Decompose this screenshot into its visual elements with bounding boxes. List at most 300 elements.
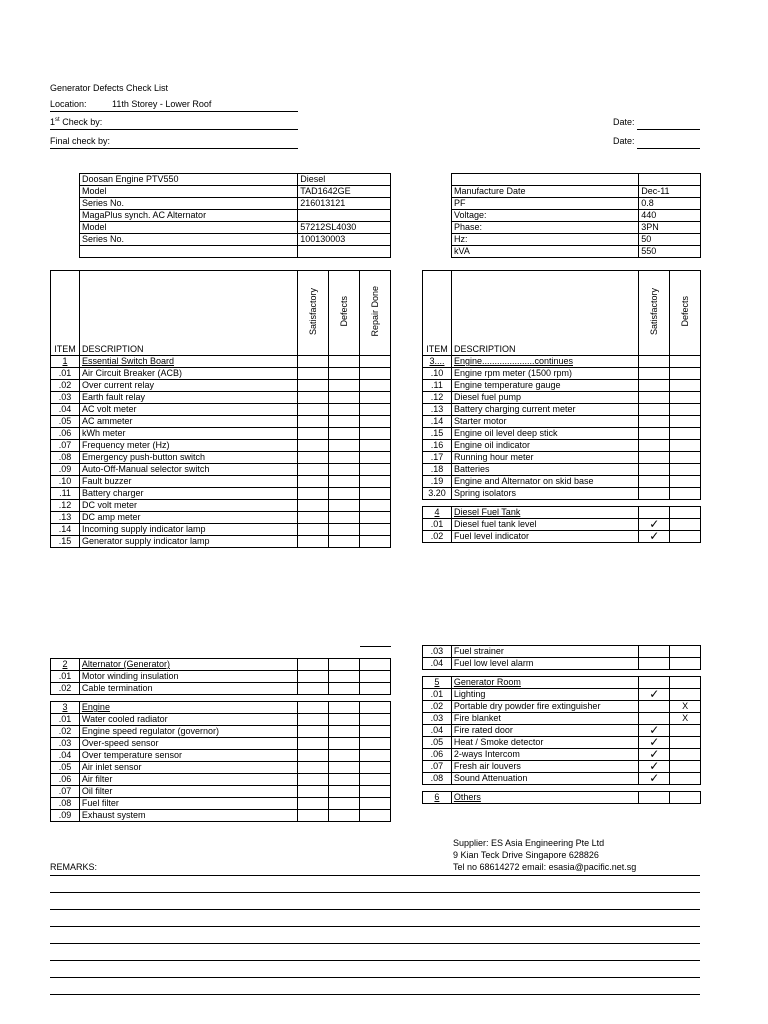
satisfactory-cell[interactable] [639,713,670,725]
satisfactory-cell[interactable] [298,702,329,714]
remarks-line[interactable] [50,960,700,961]
repair-done-cell[interactable] [360,798,391,810]
satisfactory-cell[interactable] [639,646,670,658]
satisfactory-cell[interactable] [298,798,329,810]
repair-done-cell[interactable] [360,452,391,464]
section-title: Generator Room [451,677,639,689]
repair-done-cell[interactable] [360,512,391,524]
remarks-line[interactable] [50,977,700,978]
item-number: .01 [423,689,452,701]
item-description: Engine rpm meter (1500 rpm) [451,368,638,380]
info-value: TAD1642GE [298,186,391,198]
info-value: 3PN [639,222,701,234]
item-number: .04 [423,658,452,670]
satisfactory-cell[interactable] [639,507,670,519]
checklist-row [51,810,391,822]
repair-done-cell[interactable] [360,500,391,512]
defects-cell[interactable] [670,792,701,804]
defects-cell[interactable] [329,774,360,786]
satisfactory-cell[interactable] [298,356,329,368]
info-label: Model [80,222,298,234]
checklist-row [423,488,701,500]
checklist-row [423,416,701,428]
repair-done-cell[interactable] [360,810,391,822]
defects-cell[interactable] [670,356,701,368]
item-description: Exhaust system [79,810,298,822]
spacer-row [423,670,701,677]
item-number: .03 [51,392,80,404]
satisfactory-cell[interactable] [298,659,329,671]
item-description: AC ammeter [79,416,297,428]
item-number: .13 [423,404,452,416]
checklist-row [51,762,391,774]
item-number: .01 [51,368,80,380]
item-number: .15 [51,536,80,548]
remarks-line[interactable] [50,909,700,910]
info-value [298,246,391,258]
satisfactory-cell[interactable] [298,810,329,822]
info-label: Hz: [452,234,639,246]
item-description: DC volt meter [79,500,297,512]
checklist-row [51,476,391,488]
section-heading-row [423,356,701,368]
remarks-line[interactable] [50,943,700,944]
checklist-row [423,737,701,749]
satisfactory-cell[interactable] [639,792,670,804]
item-number: .14 [423,416,452,428]
checklist-row [423,380,701,392]
item-number: .15 [423,428,452,440]
defects-cell[interactable] [670,464,701,476]
section-heading-row [423,792,701,804]
satisfactory-cell[interactable] [298,774,329,786]
info-label: Doosan Engine PTV550 [80,174,298,186]
item-description: Fuel filter [79,798,298,810]
defects-cell[interactable] [670,428,701,440]
satisfactory-cell[interactable] [298,380,329,392]
checklist-row [423,701,701,713]
checklist-row [51,524,391,536]
defects-cell[interactable] [329,683,360,695]
info-label: kVA [452,246,639,258]
item-number: .08 [51,452,80,464]
repair-done-cell[interactable] [360,380,391,392]
info-value: 550 [639,246,701,258]
item-description: Engine temperature gauge [451,380,638,392]
item-description: Emergency push-button switch [79,452,297,464]
item-number: .05 [423,737,452,749]
info-row [80,198,391,210]
satisfactory-cell[interactable] [639,658,670,670]
defects-cell[interactable] [670,404,701,416]
remarks-line[interactable] [50,994,700,995]
satisfactory-cell[interactable] [639,380,670,392]
checklist-row [423,749,701,761]
defects-cell[interactable] [329,810,360,822]
satisfactory-cell[interactable] [298,750,329,762]
defects-cell[interactable] [329,512,360,524]
item-description: Fuel level indicator [451,531,638,543]
satisfactory-cell[interactable]: ✓ [639,761,670,773]
item-number: .08 [51,798,80,810]
defects-cell[interactable] [670,392,701,404]
defects-cell[interactable] [329,452,360,464]
supplier-name: Supplier: ES Asia Engineering Pte Ltd [453,838,605,848]
item-description: kWh meter [79,428,297,440]
repair-done-cell[interactable] [360,524,391,536]
defects-cell[interactable] [670,507,701,519]
satisfactory-cell[interactable] [298,416,329,428]
item-number: .12 [423,392,452,404]
remarks-label: REMARKS: [50,862,98,872]
satisfactory-cell[interactable] [298,452,329,464]
defects-cell[interactable] [670,646,701,658]
final-check-label: Final check by: [50,136,111,146]
checklist-row [423,531,701,543]
checklist-row [51,488,391,500]
item-description: Air filter [79,774,298,786]
item-description: Diesel fuel pump [451,392,638,404]
info-value [639,174,701,186]
defects-cell[interactable] [670,761,701,773]
item-description: Battery charger [79,488,297,500]
repair-done-cell[interactable] [360,488,391,500]
satisfactory-cell[interactable] [298,738,329,750]
repair-done-cell[interactable] [360,671,391,683]
defects-cell[interactable] [329,798,360,810]
defects-cell[interactable] [329,356,360,368]
satisfactory-cell[interactable] [639,452,670,464]
document-title: Generator Defects Check List [50,83,169,93]
final-check-field[interactable] [50,148,298,149]
spec-info-table [451,173,701,258]
item-description: Engine speed regulator (governor) [79,726,298,738]
defects-cell[interactable] [670,488,701,500]
info-row [80,246,391,258]
defects-cell[interactable]: X [670,701,701,713]
checklist-row [51,683,391,695]
item-number: .16 [423,440,452,452]
defects-cell[interactable] [329,488,360,500]
defects-cell[interactable] [329,524,360,536]
item-description: Spring isolators [451,488,638,500]
defects-cell[interactable] [329,500,360,512]
satisfactory-cell[interactable] [639,488,670,500]
satisfactory-cell[interactable] [639,464,670,476]
final-date-field[interactable] [637,148,700,149]
first-check-field[interactable] [50,129,298,130]
item-description: Over current relay [79,380,297,392]
item-number: .01 [51,714,80,726]
info-value: Diesel [298,174,391,186]
repair-done-cell[interactable] [360,726,391,738]
repair-done-cell[interactable] [360,368,391,380]
checklist-row [423,404,701,416]
item-number: .12 [51,500,80,512]
satisfactory-cell[interactable] [639,416,670,428]
info-label: MagaPlus synch. AC Alternator [80,210,298,222]
col-description: DESCRIPTION [79,271,297,356]
checklist-row [423,713,701,725]
defects-cell[interactable] [670,380,701,392]
repair-done-cell[interactable] [360,392,391,404]
info-row [80,234,391,246]
info-row [452,210,701,222]
col-satisfactory: Satisfactory [639,271,670,356]
item-description: Generator supply indicator lamp [79,536,297,548]
satisfactory-cell[interactable]: ✓ [639,773,670,785]
satisfactory-cell[interactable] [639,428,670,440]
repair-done-cell[interactable] [360,536,391,548]
repair-done-cell[interactable] [360,464,391,476]
satisfactory-cell[interactable] [298,714,329,726]
item-number: .09 [51,464,80,476]
defects-cell[interactable] [670,725,701,737]
info-row [452,246,701,258]
defects-cell[interactable] [329,536,360,548]
repair-done-cell[interactable] [360,428,391,440]
checklist-row [51,512,391,524]
satisfactory-cell[interactable]: ✓ [639,737,670,749]
section-title: Engine [79,702,298,714]
defects-cell[interactable] [670,773,701,785]
repair-done-cell[interactable] [360,404,391,416]
defects-cell[interactable] [329,659,360,671]
col-item: ITEM [423,271,452,356]
repair-done-cell[interactable] [360,659,391,671]
defects-cell[interactable] [670,452,701,464]
defects-cell[interactable] [329,416,360,428]
spacer-row [51,695,391,702]
info-label: Phase: [452,222,639,234]
item-number: .14 [51,524,80,536]
satisfactory-cell[interactable] [298,440,329,452]
repair-done-cell[interactable] [360,774,391,786]
defects-cell[interactable] [670,737,701,749]
item-number: .06 [423,749,452,761]
item-number: 2 [51,659,80,671]
section-heading-row [423,507,701,519]
checklist-row [51,368,391,380]
satisfactory-cell[interactable] [639,701,670,713]
supplier-info [453,837,636,873]
defects-cell[interactable] [329,726,360,738]
item-description: Diesel fuel tank level [451,519,638,531]
repair-done-cell[interactable] [360,750,391,762]
checklist-left-top [50,270,391,548]
item-number: 3.... [423,356,452,368]
defects-cell[interactable] [329,392,360,404]
checklist-row [423,725,701,737]
item-number: .05 [51,416,80,428]
item-number: .07 [51,440,80,452]
satisfactory-cell[interactable]: ✓ [639,725,670,737]
location-label: Location: [50,99,87,109]
repair-done-cell[interactable] [360,440,391,452]
item-number: .04 [423,725,452,737]
repair-done-cell[interactable] [360,786,391,798]
satisfactory-cell[interactable] [639,392,670,404]
checklist-row [51,738,391,750]
item-description: Heat / Smoke detector [451,737,639,749]
item-description: Water cooled radiator [79,714,298,726]
checklist-row [51,786,391,798]
defects-cell[interactable] [329,428,360,440]
defects-cell[interactable] [329,671,360,683]
defects-cell[interactable] [329,380,360,392]
satisfactory-cell[interactable] [298,671,329,683]
item-description: Oil filter [79,786,298,798]
item-number: .13 [51,512,80,524]
section-title: Diesel Fuel Tank [451,507,638,519]
item-description: Motor winding insulation [79,671,298,683]
satisfactory-cell[interactable] [298,392,329,404]
defects-cell[interactable] [670,749,701,761]
satisfactory-cell[interactable] [298,488,329,500]
defects-cell[interactable] [329,702,360,714]
checklist-row [423,392,701,404]
satisfactory-cell[interactable]: ✓ [639,749,670,761]
info-row [452,174,701,186]
item-number: .04 [51,404,80,416]
satisfactory-cell[interactable] [298,683,329,695]
checklist-row [51,404,391,416]
section-heading-row [423,677,701,689]
satisfactory-cell[interactable] [298,524,329,536]
repair-done-cell[interactable] [360,738,391,750]
info-row [80,210,391,222]
defects-cell[interactable] [670,368,701,380]
defects-cell[interactable] [670,531,701,543]
satisfactory-cell[interactable] [298,726,329,738]
item-number: .01 [423,519,452,531]
repair-done-cell[interactable] [360,356,391,368]
info-row [80,174,391,186]
satisfactory-cell[interactable] [298,368,329,380]
repair-done-cell[interactable] [360,476,391,488]
checklist-row [423,368,701,380]
satisfactory-cell[interactable] [298,476,329,488]
satisfactory-cell[interactable] [639,476,670,488]
item-number: .02 [51,726,80,738]
remarks-line[interactable] [50,875,700,876]
item-description: Fault buzzer [79,476,297,488]
defects-cell[interactable]: X [670,713,701,725]
defects-cell[interactable] [670,519,701,531]
item-description: Auto-Off-Manual selector switch [79,464,297,476]
defects-cell[interactable] [329,738,360,750]
item-number: .11 [51,488,80,500]
item-number: .11 [423,380,452,392]
info-label: Voltage: [452,210,639,222]
info-row [80,186,391,198]
satisfactory-cell[interactable] [639,368,670,380]
checklist-row [423,689,701,701]
repair-done-cell[interactable] [360,702,391,714]
info-value [298,210,391,222]
item-number: .05 [51,762,80,774]
defects-cell[interactable] [670,677,701,689]
final-date-label: Date: [613,136,635,146]
defects-cell[interactable] [670,440,701,452]
defects-cell[interactable] [329,786,360,798]
spacer-row [423,785,701,792]
defects-cell[interactable] [329,368,360,380]
defects-cell[interactable] [670,476,701,488]
item-description: Frequency meter (Hz) [79,440,297,452]
info-value: 57212SL4030 [298,222,391,234]
item-description: Fire blanket [451,713,639,725]
item-description: AC volt meter [79,404,297,416]
spacer-row [423,500,701,507]
satisfactory-cell[interactable] [298,762,329,774]
checklist-row [51,726,391,738]
defects-cell[interactable] [670,689,701,701]
item-description: Batteries [451,464,638,476]
satisfactory-cell[interactable] [298,512,329,524]
info-row [452,198,701,210]
item-number: .03 [51,738,80,750]
checklist-row [51,714,391,726]
defects-cell[interactable] [329,476,360,488]
satisfactory-cell[interactable] [298,464,329,476]
defects-cell[interactable] [329,440,360,452]
first-date-field[interactable] [637,129,700,130]
item-description: Air inlet sensor [79,762,298,774]
satisfactory-cell[interactable] [298,786,329,798]
item-number: .19 [423,476,452,488]
satisfactory-cell[interactable] [639,440,670,452]
item-number: .09 [51,810,80,822]
satisfactory-cell[interactable]: ✓ [639,519,670,531]
repair-done-cell[interactable] [360,714,391,726]
checklist-left-bottom [50,658,391,822]
defects-cell[interactable] [329,714,360,726]
defects-cell[interactable] [329,750,360,762]
satisfactory-cell[interactable] [298,428,329,440]
info-label [452,174,639,186]
defects-cell[interactable] [329,404,360,416]
remarks-line[interactable] [50,926,700,927]
repair-done-cell[interactable] [360,762,391,774]
satisfactory-cell[interactable] [298,404,329,416]
item-number: .10 [51,476,80,488]
satisfactory-cell[interactable] [639,404,670,416]
satisfactory-cell[interactable] [298,536,329,548]
repair-done-cell[interactable] [360,683,391,695]
satisfactory-cell[interactable] [639,677,670,689]
col-defects: Defects [670,271,701,356]
satisfactory-cell[interactable]: ✓ [639,689,670,701]
item-description: Battery charging current meter [451,404,638,416]
item-number: 1 [51,356,80,368]
remarks-line[interactable] [50,892,700,893]
supplier-contact: Tel no 68614272 email: esasia@pacific.net.sg [453,862,637,872]
checklist-row [423,452,701,464]
defects-cell[interactable] [670,658,701,670]
defects-cell[interactable] [329,762,360,774]
info-label [80,246,298,258]
checklist-row [423,773,701,785]
defects-cell[interactable] [329,464,360,476]
repair-done-cell[interactable] [360,416,391,428]
satisfactory-cell[interactable]: ✓ [639,531,670,543]
info-row [80,222,391,234]
satisfactory-cell[interactable] [298,500,329,512]
section-heading-row [51,659,391,671]
defects-cell[interactable] [670,416,701,428]
satisfactory-cell[interactable] [639,356,670,368]
